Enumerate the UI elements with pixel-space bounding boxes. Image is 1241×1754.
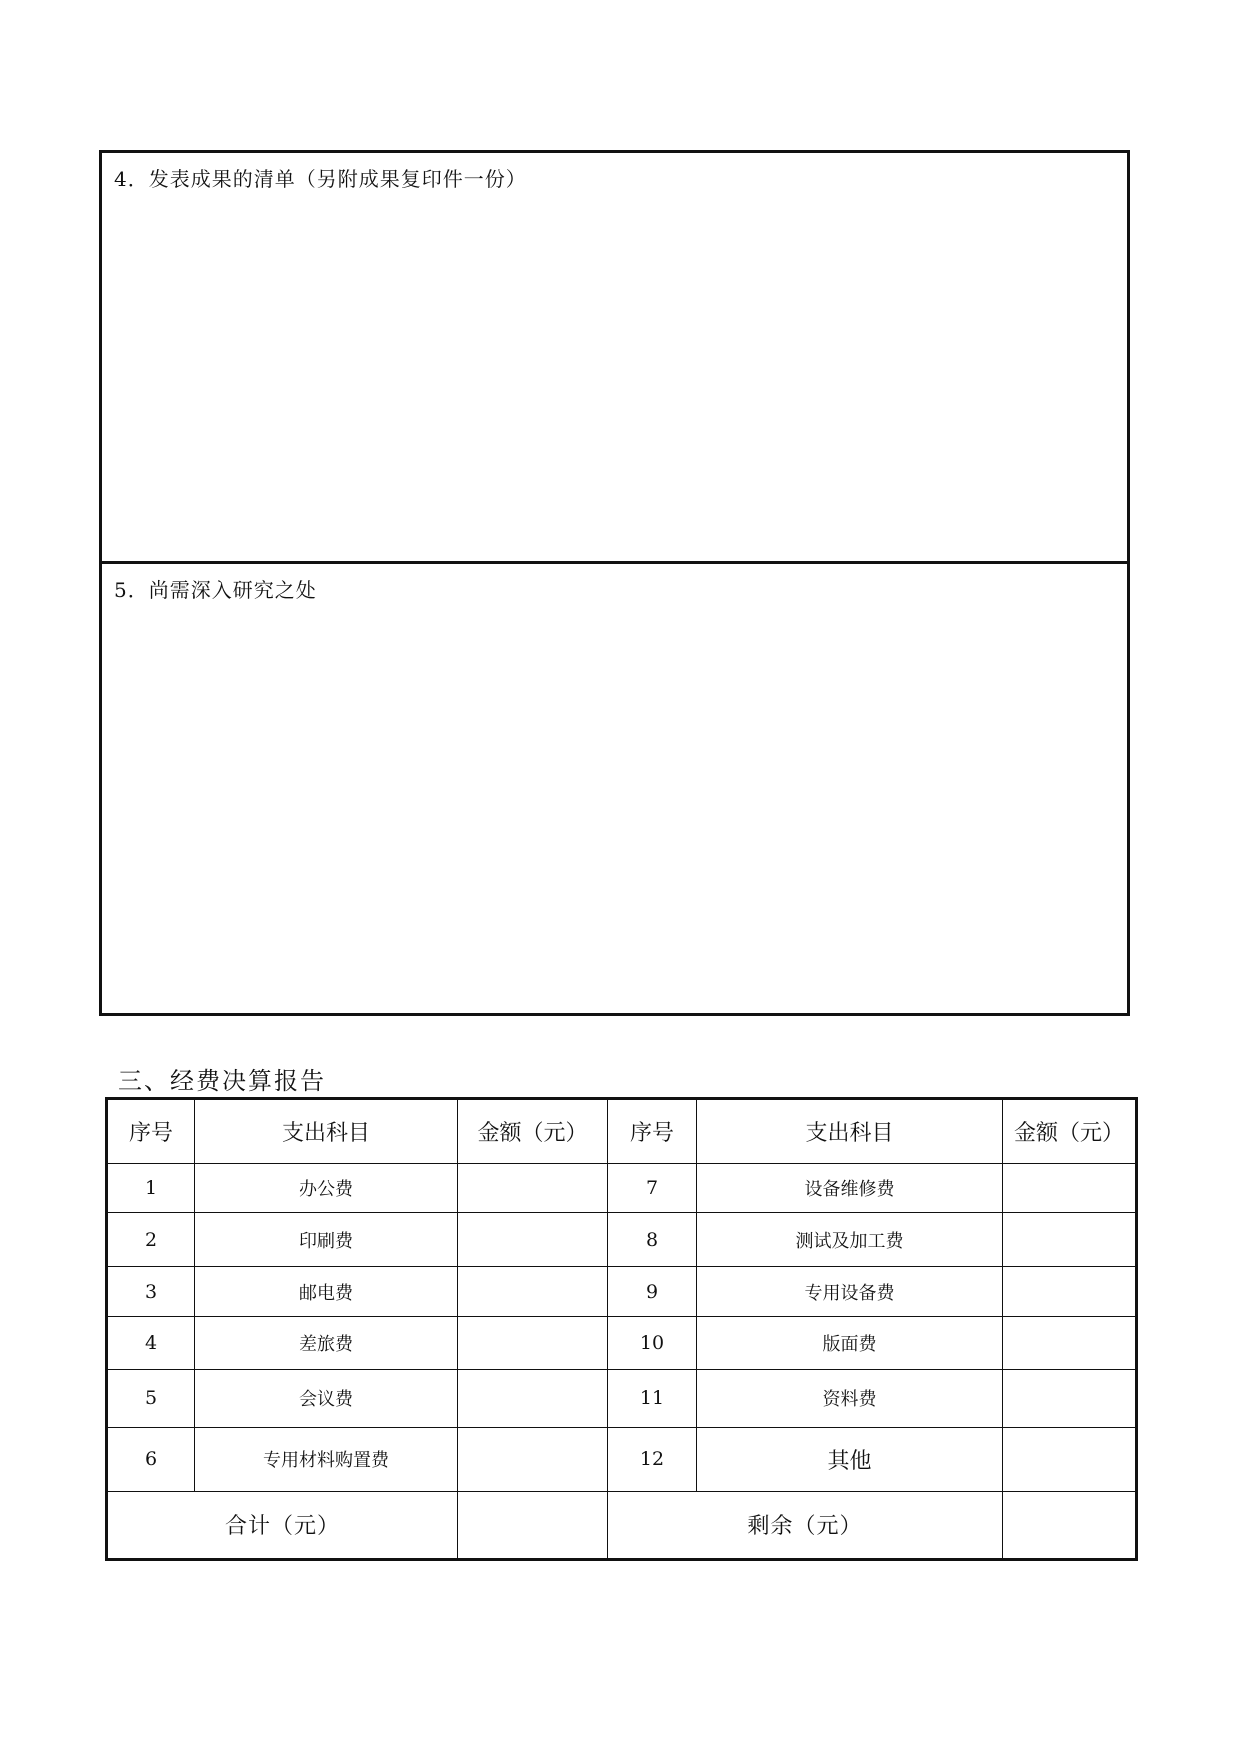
total-amount-cell[interactable] <box>458 1491 608 1559</box>
seq-cell: 4 <box>107 1317 195 1369</box>
table-row <box>107 1427 1137 1491</box>
amount-input-cell[interactable] <box>458 1369 608 1427</box>
header-seq-right: 序号 <box>608 1099 697 1164</box>
amount-input-cell[interactable] <box>458 1164 608 1213</box>
table-header-row <box>107 1099 1137 1164</box>
amount-input-cell[interactable] <box>1003 1164 1137 1213</box>
header-seq-left: 序号 <box>107 1099 195 1164</box>
expense-item-cell: 邮电费 <box>195 1267 458 1317</box>
amount-input-cell[interactable] <box>1003 1267 1137 1317</box>
seq-cell: 8 <box>608 1213 697 1267</box>
budget-table <box>105 1097 1138 1561</box>
expense-item-cell: 资料费 <box>697 1369 1003 1427</box>
table-row <box>107 1164 1137 1213</box>
expense-item-cell: 测试及加工费 <box>697 1213 1003 1267</box>
seq-cell: 2 <box>107 1213 195 1267</box>
amount-input-cell[interactable] <box>1003 1369 1137 1427</box>
table-row <box>107 1317 1137 1369</box>
seq-cell: 6 <box>107 1427 195 1491</box>
further-research-box <box>99 561 1130 1016</box>
expense-item-cell: 其他 <box>697 1427 1003 1491</box>
remaining-label: 剩余（元） <box>608 1491 1003 1559</box>
expense-item-cell: 专用设备费 <box>697 1267 1003 1317</box>
amount-input-cell[interactable] <box>458 1317 608 1369</box>
expense-item-cell: 办公费 <box>195 1164 458 1213</box>
publications-list-label: 4．发表成果的清单（另附成果复印件一份） <box>114 167 527 191</box>
header-amount-right: 金额（元） <box>1003 1099 1137 1164</box>
total-label: 合计（元） <box>107 1491 458 1559</box>
amount-input-cell[interactable] <box>458 1213 608 1267</box>
header-item-left: 支出科目 <box>195 1099 458 1164</box>
seq-cell: 7 <box>608 1164 697 1213</box>
amount-input-cell[interactable] <box>1003 1317 1137 1369</box>
amount-input-cell[interactable] <box>458 1267 608 1317</box>
expense-item-cell: 印刷费 <box>195 1213 458 1267</box>
budget-section-title: 三、经费决算报告 <box>118 1067 326 1095</box>
table-row <box>107 1369 1137 1427</box>
seq-cell: 9 <box>608 1267 697 1317</box>
expense-item-cell: 差旅费 <box>195 1317 458 1369</box>
table-footer-row <box>107 1491 1137 1559</box>
expense-item-cell: 版面费 <box>697 1317 1003 1369</box>
remaining-amount-cell[interactable] <box>1003 1491 1137 1559</box>
seq-cell: 12 <box>608 1427 697 1491</box>
expense-item-cell: 设备维修费 <box>697 1164 1003 1213</box>
amount-input-cell[interactable] <box>458 1427 608 1491</box>
further-research-label: 5．尚需深入研究之处 <box>114 578 317 602</box>
table-row <box>107 1213 1137 1267</box>
header-amount-left: 金额（元） <box>458 1099 608 1164</box>
seq-cell: 11 <box>608 1369 697 1427</box>
header-item-right: 支出科目 <box>697 1099 1003 1164</box>
seq-cell: 10 <box>608 1317 697 1369</box>
publications-list-box <box>99 150 1130 563</box>
expense-item-cell: 专用材料购置费 <box>195 1427 458 1491</box>
amount-input-cell[interactable] <box>1003 1213 1137 1267</box>
amount-input-cell[interactable] <box>1003 1427 1137 1491</box>
table-row <box>107 1267 1137 1317</box>
seq-cell: 1 <box>107 1164 195 1213</box>
expense-item-cell: 会议费 <box>195 1369 458 1427</box>
seq-cell: 3 <box>107 1267 195 1317</box>
seq-cell: 5 <box>107 1369 195 1427</box>
